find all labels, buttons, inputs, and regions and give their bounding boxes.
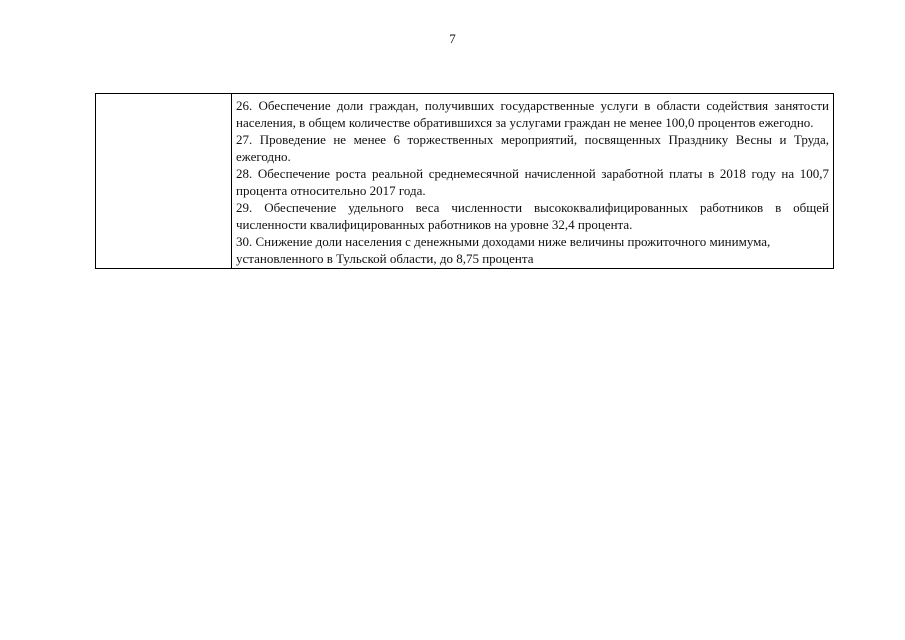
- table-cell-right: [232, 94, 834, 269]
- page-number: 7: [449, 31, 456, 46]
- table-cell-left: [96, 94, 232, 269]
- table-row: [96, 94, 834, 269]
- list-item-29: 29. Обеспечение удельного веса численности высококвалифицированных работников в общей численности квалифицированных работников на уровне 32,4 процента.: [236, 200, 829, 232]
- list-item-30: 30. Снижение доли населения с денежными доходами ниже величины прожиточного минимума, установленного в Тульской области, до 8,75 процента: [236, 234, 771, 266]
- list-item-26: 26. Обеспечение доли граждан, получивших государственные услуги в области содействия занятости населения, в общем количестве обратившихся за услугами граждан не менее 100,0 процентов ежегодно.: [236, 98, 829, 130]
- list-item-28: 28. Обеспечение роста реальной среднемесячной начисленной заработной платы в 2018 году на 100,7 процента относительно 2017 года.: [236, 166, 829, 198]
- list-item-27: 27. Проведение не менее 6 торжественных мероприятий, посвященных Празднику Весны и Труда, ежегодно.: [236, 132, 829, 164]
- content-table: [95, 93, 834, 269]
